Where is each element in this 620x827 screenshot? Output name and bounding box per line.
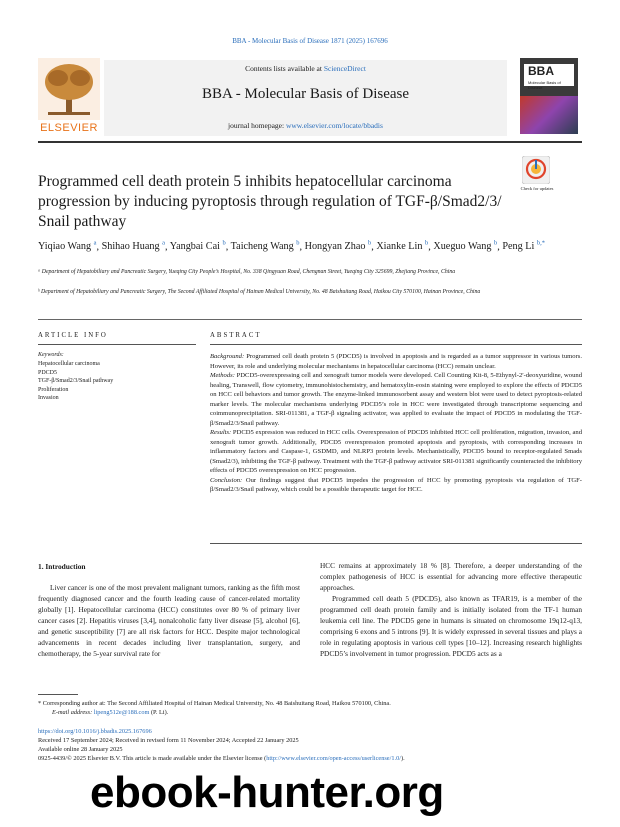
author[interactable]: Hongyan Zhao $^b$ (304, 240, 372, 253)
keyword: PDCD5 (38, 369, 58, 376)
homepage-prefix: journal homepage: (228, 121, 286, 130)
email-suffix: (P. Li). (149, 709, 169, 716)
doi-link[interactable]: https://doi.org/10.1016/j.bbadis.2025.167696 (38, 728, 152, 735)
affiliation-b: ᵇ Department of Hepatobiliary and Pancreatic Surgery, The Second Affiliated Hospital of Hainan Medical University, No. 48 Baishuitang Road, Haikou City 570100, Hainan Province, China (38, 289, 481, 295)
keyword: TGF-β/Smad2/3/Snail pathway (38, 378, 114, 384)
license-suffix: ). (400, 755, 405, 762)
author[interactable]: Yangbai Cai $^b$ (169, 240, 226, 253)
check-updates-label[interactable]: Check for updates (520, 186, 554, 191)
publisher-name: ELSEVIER (40, 122, 98, 134)
email-label: E-mail address: (52, 709, 94, 716)
cover-title: BBA (528, 64, 554, 78)
license-link[interactable]: http://www.elsevier.com/open-access/userlicense/1.0/ (266, 755, 401, 762)
abstract-body (210, 352, 582, 495)
keyword: Hepatocellular carcinoma (38, 361, 100, 367)
abstract-methods: Methods: PDCD5-overexpressing cell and xenograft tumor models were developed. Cell Counting Kit-8, 5-Ethynyl-2′-deoxyuridine, wound healing, Transwell, flow cytometry, immunohistochemistry, and hematoxylin-eosin staining were employed to explore the effects of PDCD5 on HCC cell behaviors and tumor growth. The enzyme-linked immunosorbent assay and western blot were used to detect pyroptosis-related marker levels. The molecular mechanisms underlying PDCD5’s role in HCC were investigated through transcriptome sequencing and coimmunoprecipitation. SRI-011381, a TGF-β signaling activator, was applied to evaluate the impact of PDCD5 in modulating the TGF-β/Smad2/3/Snail pathway. (210, 372, 582, 427)
intro-paragraph: Programmed cell death 5 (PDCD5), also known as TFAR19, is a member of the programmed cell death protein family and is initially isolated from the TF-1 human leukemia cell line. The PDCD5 gene in humans is situated on chromosome 19q12-q13, comprising 6 exons and 5 introns [9]. It is widely expressed in several tissues and plays a role in regulating apoptosis in various cell types [10–12]. Increasing research highlights PDCD5’s involvement in tumor progression. PDCD5 acts as a (320, 594, 582, 658)
abstract-heading: ABSTRACT (210, 332, 262, 339)
abstract-conclusion: Conclusion: Our findings suggest that PDCD5 impedes the progression of HCC by promoting pyroptosis via regulation of TGF-β/Smad2/3/Snail pathway, which could be a possible therapeutic target for HCC. (210, 476, 582, 493)
author[interactable]: Xueguo Wang $^b$ (433, 240, 498, 253)
intro-right-column (320, 560, 582, 659)
abstract-end-rule (210, 543, 582, 544)
article-title: Programmed cell death protein 5 inhibits hepatocellular carcinoma progression by inducing pyroptosis through regulation of TGF-β/Smad2/3/ Snail pathway (38, 173, 502, 230)
author[interactable]: Yiqiao Wang $^a$ (38, 240, 97, 253)
homepage-line (104, 121, 507, 130)
corresponding-author-note: * Corresponding author at: The Second Affiliated Hospital of Hainan Medical University, No. 48 Baishuitang Road, Haikou 570100, China. (38, 700, 391, 707)
journal-reference[interactable]: BBA - Molecular Basis of Disease 1871 (2025) 167696 (232, 37, 388, 45)
journal-title: BBA - Molecular Basis of Disease (201, 86, 410, 102)
check-updates-icon[interactable] (522, 156, 550, 184)
author[interactable]: Peng Li $^{b,*}$ (502, 240, 546, 253)
cover-subtitle: Molecular Basis of Disease (528, 80, 561, 90)
author[interactable]: Xianke Lin $^b$ (376, 240, 429, 253)
contents-line (104, 64, 507, 73)
article-info-rule (38, 344, 196, 345)
affiliation-rule (38, 319, 582, 320)
author[interactable]: Shihao Huang $^a$ (101, 240, 166, 253)
email-line (52, 708, 596, 717)
contents-prefix: Contents lists available at (245, 64, 324, 73)
available-online: Available online 28 January 2025 (38, 746, 123, 753)
received-dates: Received 17 September 2024; Received in revised form 11 November 2024; Accepted 22 January 2025 (38, 737, 299, 744)
intro-left-column (38, 582, 300, 659)
license-prefix: 0925-4439/© 2025 Elsevier B.V. This article is made available under the Elsevier license ( (38, 755, 267, 762)
footnote-rule (38, 694, 78, 695)
affiliation-a: ᵃ Department of Hepatobiliary and Pancreatic Surgery, Yueqing City People’s Hospital, No. 338 Qingyuan Road, Chengnan Street, Yueqing City 325699, Zhejiang Province, China (38, 269, 456, 275)
homepage-link[interactable]: www.elsevier.com/locate/bbadis (285, 121, 383, 130)
journal-cover-image (520, 58, 578, 134)
license-line (38, 754, 582, 763)
email-link[interactable]: lipeng512e@188.com (93, 709, 150, 716)
keyword: Invasion (38, 395, 59, 401)
abstract-rule (210, 344, 582, 345)
intro-paragraph: Liver cancer is one of the most prevalent malignant tumors, ranking as the fifth most frequently diagnosed cancer and the fourth leading cause of cancer-related mortality globally [1]. Hepatocellular carcinoma (HCC) constitutes over 80 % of primary liver cancer cases [2]. Hepatitis viruses [3,4], nonalcoholic fatty liver disease [5], alcohol [6], and genetic susceptibility [7] are all risk factors for HCC. Despite major technological advancements in recent decades including liver transplantation, surgery, and chemotherapy, the 5-year survival rate for (38, 583, 300, 658)
keywords-label: Keywords: (38, 352, 64, 358)
intro-paragraph: HCC remains at approximately 18 % [8]. Therefore, a deeper understanding of the complex pathogenesis of HCC is essential for advancing more effective therapeutic approaches. (320, 561, 582, 592)
header-rule (38, 141, 582, 143)
article-info-heading: ARTICLE INFO (38, 332, 108, 339)
keyword: Proliferation (38, 386, 69, 393)
introduction-heading: 1. Introduction (38, 562, 86, 571)
abstract-results: Results: PDCD5 expression was reduced in HCC cells. Overexpression of PDCD5 inhibited HCC cell proliferation, migration, invasion, and xenograft tumor growth. Additionally, PDCD5 overexpression promoted apoptosis and pyroptosis, with corresponding increases in inflammatory factors and Caspase-1, GSDMD, and NLRP3 protein levels. Mechanistically, PDCD5 bound to receptor-regulated Smads (Smad2/3), inhibiting the TGF-β pathway. Treatment with the TGF-β pathway activator SRI-011381 significantly counteracted the inhibitory effects of PDCD5 overexpression on HCC progression. (210, 429, 582, 474)
author[interactable]: Taicheng Wang $^b$ (230, 240, 300, 253)
author-list: Yiqiao Wang $^a$, Shihao Huang $^a$, Yangbai Cai $^b$, Taicheng Wang $^b$, Hongyan Zhao $^b$, Xianke Lin $^b$, Xueguo Wang $^b$, Peng Li $^{b,*}$ (38, 240, 546, 253)
abstract-background: Background: Programmed cell death protein 5 (PDCD5) is involved in apoptosis and is regarded as a tumor suppressor in various tumors. However, its role and underlying molecular mechanisms in hepatocellular carcinoma (HCC) remain unclear. (210, 353, 582, 370)
watermark-text: ebook-hunter.org (90, 768, 444, 817)
sciencedirect-link[interactable]: ScienceDirect (323, 64, 366, 73)
